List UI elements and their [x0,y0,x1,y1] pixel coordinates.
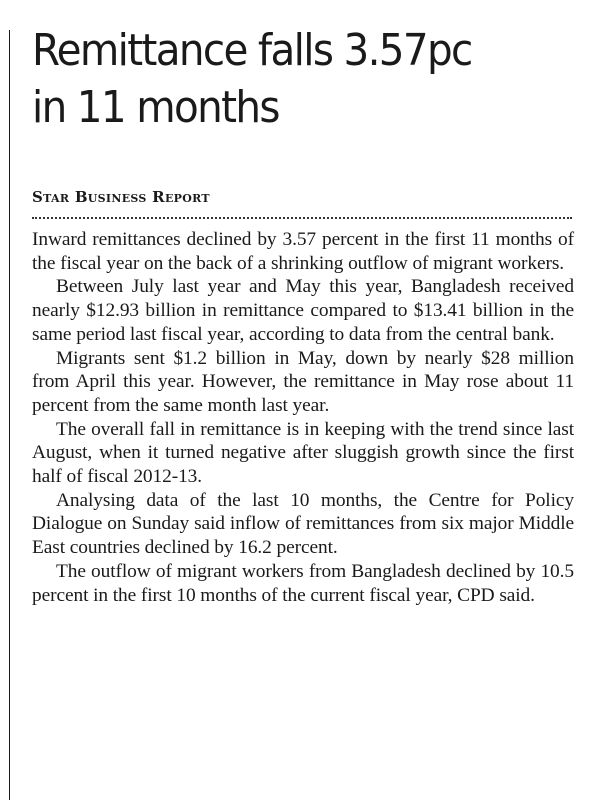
headline-line-1: Remittance falls 3.57pc [32,25,472,76]
paragraph-3: Migrants sent $1.2 billion in May, down by nearly $28 million from April this year. However, the remittance in May rose about 11 percent from the same month last year. [32,347,574,416]
paragraph-1: Inward remittances declined by 3.57 percent in the first 11 months of the fiscal year on the back of a shrinking outflow of migrant workers. [32,229,574,274]
headline-line-2: in 11 months [32,82,279,133]
headline [32,22,531,136]
paragraph-4: The overall fall in remittance is in keeping with the trend since last August, when it turned negative after sluggish growth since the first half of fiscal 2012-13. [32,418,574,488]
article-body [32,228,574,607]
column-rule [9,30,10,800]
article [32,22,574,607]
paragraph-5: Analysing data of the last 10 months, the Centre for Policy Dialogue on Sunday said inflow of remittances from six major Middle East countries declined by 16.2 percent. [32,489,574,559]
paragraph-6: The outflow of migrant workers from Bangladesh declined by 10.5 percent in the first 10 months of the current fiscal year, CPD said. [32,560,574,606]
dotted-divider [32,217,572,219]
byline: Star Business Report [32,188,210,206]
paragraph-2: Between July last year and May this year, Bangladesh received nearly $12.93 billion in remittance compared to $13.41 billion in the same period last fiscal year, according to data from the central bank. [32,276,574,345]
